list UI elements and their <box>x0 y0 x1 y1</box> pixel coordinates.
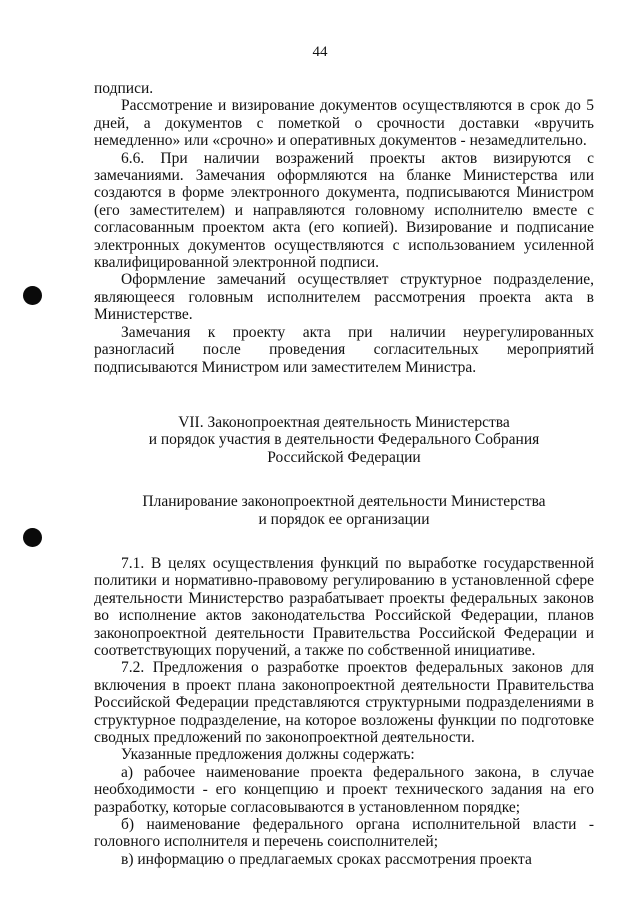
paragraph: Рассмотрение и визирование документов осуществляются в срок до 5 дней, а документов с пометкой о срочности доставки «вручить немедленно» или «срочно» и оперативных документов - незамедлительно. <box>94 97 594 150</box>
paragraph: 7.1. В целях осуществления функций по выработке государственной политики и нормативно-правовому регулированию в установленной сфере деятельности Министерство разрабатывает проекты федеральных законов во исполнение актов законодательства Российской Федерации, планов законопроектной деятельности Правительства Российской Федерации и соответствующих поручений, а также по собственной инициативе. <box>94 554 594 659</box>
paragraph: в) информацию о предлагаемых сроках рассмотрения проекта <box>121 850 532 868</box>
section-heading-line: Российской Федерации <box>267 448 421 466</box>
paragraph: 6.6. При наличии возражений проекты актов визируются с замечаниями. Замечания оформляются на бланке Министерства или создаются в форме электронного документа, подписываются Министром (его заместителем) и направляются головному исполнителю вместе с согласованным проектом акта (его копией). Визирование и подписание электронных документов осуществляются с использованием усиленной квалифицированной электронной подписи. <box>94 149 594 272</box>
paragraph: 7.2. Предложения о разработке проектов федеральных законов для включения в проект плана законопроектной деятельности Правительства Российской Федерации представляются структурными подразделениями в структурное подразделение, на которое возложены функции по подготовке сводных предложений по законопроектной деятельности. <box>94 659 594 746</box>
paragraph: подписи. <box>94 80 154 97</box>
page-number: 44 <box>312 44 328 60</box>
subsection-heading-line: Планирование законопроектной деятельности Министерства <box>142 493 546 511</box>
document-body <box>94 80 594 868</box>
paragraph: Оформление замечаний осуществляет структурное подразделение, являющееся головным исполнителем рассмотрения проекта акта в Министерстве. <box>94 271 594 324</box>
punch-hole-mark <box>23 528 42 547</box>
punch-hole-mark <box>23 286 42 305</box>
section-heading-line: и порядок участия в деятельности Федерального Собрания <box>148 431 540 449</box>
paragraph: Замечания к проекту акта при наличии неурегулированных разногласий после проведения согласительных мероприятий подписываются Министром или заместителем Министра. <box>94 323 594 376</box>
section-heading-line: VII. Законопроектная деятельность Министерства <box>178 413 510 431</box>
subsection-heading-line: и порядок ее организации <box>258 510 430 528</box>
paragraph: Указанные предложения должны содержать: <box>121 746 415 764</box>
paragraph: а) рабочее наименование проекта федерального закона, в случае необходимости - его концепцию и проект технического задания на его разработку, которые согласовываются в установленном порядке; <box>94 763 594 816</box>
paragraph: б) наименование федерального органа исполнительной власти - головного исполнителя и перечень соисполнителей; <box>94 816 594 851</box>
